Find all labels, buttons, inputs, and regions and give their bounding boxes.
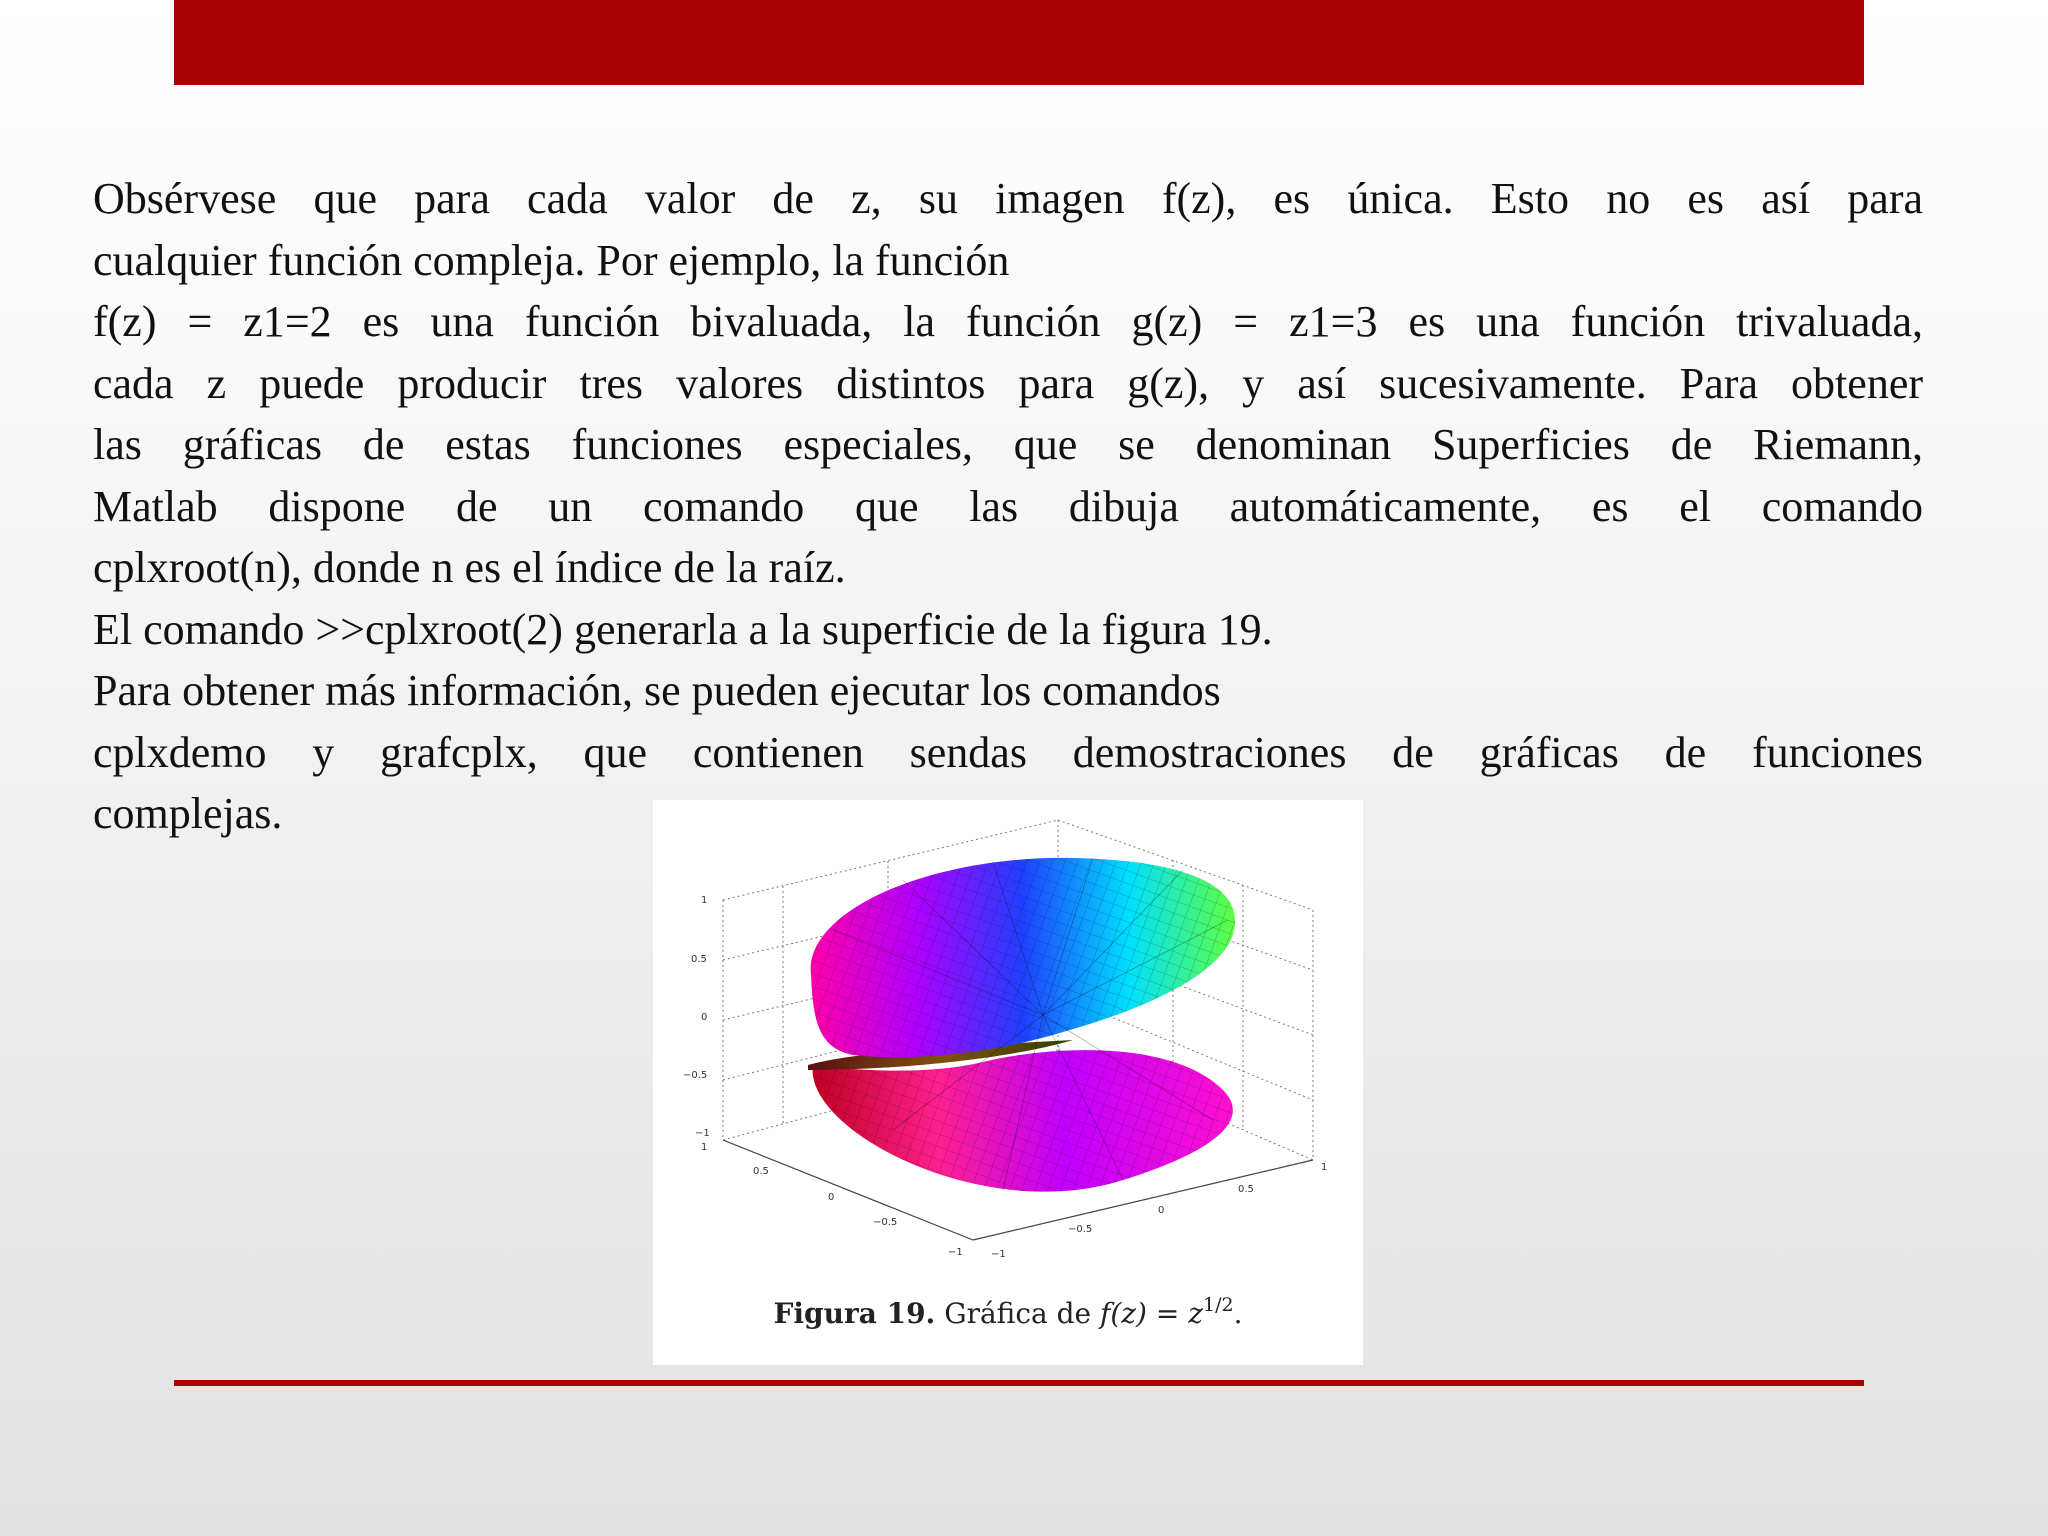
riemann-surface-figure: [653, 800, 1363, 1365]
top-accent-bar: [174, 0, 1864, 85]
paragraph-line: complejas.: [93, 789, 283, 838]
figure-caption: [653, 1294, 1363, 1330]
paragraph-line: cada z puede producir tres valores distintos para g(z), y así sucesivamente. Para obtener: [93, 358, 1923, 408]
paragraph-line: cplxdemo y grafcplx, que contienen sendas demostraciones de gráficas de funciones: [93, 727, 1923, 777]
x-tick: −1: [948, 1247, 963, 1258]
x-tick: 0: [828, 1192, 835, 1203]
y-tick: 1: [1321, 1162, 1328, 1173]
y-tick: −0.5: [1068, 1224, 1093, 1235]
z-tick: −0.5: [683, 1070, 708, 1081]
body-text: [93, 168, 1923, 845]
z-tick: 1: [701, 895, 708, 906]
bottom-divider-line: [174, 1380, 1864, 1386]
z-tick: −1: [695, 1128, 710, 1139]
caption-period: .: [1233, 1297, 1243, 1330]
paragraph-line: Matlab dispone de un comando que las dibuja automáticamente, es el comando: [93, 481, 1923, 531]
z-tick: 0.5: [691, 954, 707, 965]
x-tick: −0.5: [873, 1217, 898, 1228]
caption-text: Gráfica de: [944, 1297, 1092, 1330]
paragraph-line: cualquier función compleja. Por ejemplo, la función: [93, 235, 1010, 285]
paragraph-line: f(z) = z1=2 es una función bivaluada, la función g(z) = z1=3 es una función trivaluada,: [93, 297, 1923, 346]
y-tick: 0.5: [1238, 1184, 1254, 1195]
y-tick: −1: [991, 1249, 1006, 1260]
paragraph-line: Para obtener más información, se pueden ejecutar los comandos: [93, 666, 1221, 715]
x-tick: 1: [701, 1142, 708, 1153]
z-tick: 0: [701, 1012, 708, 1023]
x-tick: 0.5: [753, 1166, 769, 1177]
caption-equals: =: [1146, 1297, 1189, 1330]
caption-base: z: [1188, 1297, 1204, 1330]
paragraph-line: El comando >>cplxroot(2) generarla a la superficie de la figura 19.: [93, 604, 1273, 654]
y-tick: 0: [1158, 1205, 1165, 1216]
caption-function: f(z): [1100, 1297, 1147, 1330]
paragraph-line: cplxroot(n), donde n es el índice de la raíz.: [93, 543, 846, 592]
caption-exponent: 1/2: [1203, 1294, 1234, 1316]
paragraph-line: las gráficas de estas funciones especiales, que se denominan Superficies de Riemann,: [93, 420, 1923, 469]
caption-label: Figura 19.: [773, 1297, 936, 1330]
paragraph-line: Obsérvese que para cada valor de z, su imagen f(z), es única. Esto no es así para: [93, 174, 1923, 223]
z-axis-ticks: [683, 895, 710, 1139]
riemann-surface-plot: [653, 800, 1363, 1280]
